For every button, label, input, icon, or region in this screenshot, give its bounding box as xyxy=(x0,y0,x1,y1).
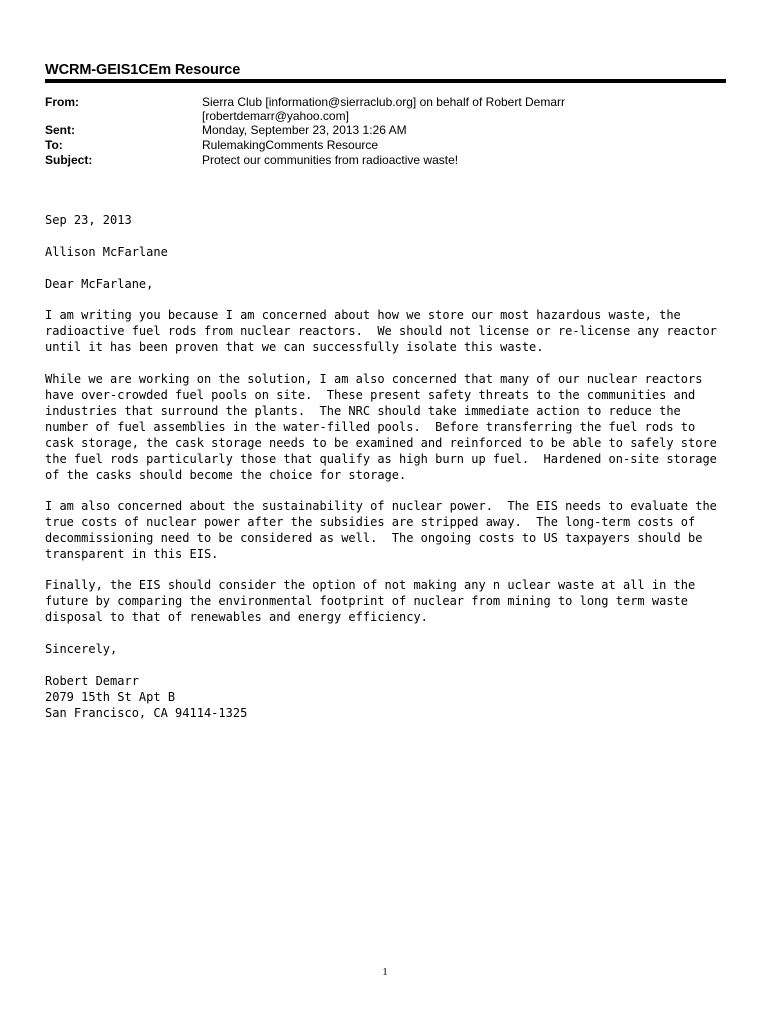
from-value: Sierra Club [information@sierraclub.org] on behalf of Robert Demarr xyxy=(202,95,566,109)
subject-label: Subject: xyxy=(45,153,93,167)
address-line-2: San Francisco, CA 94114-1325 xyxy=(45,706,248,720)
subject-value: Protect our communities from radioactive waste! xyxy=(202,153,459,167)
from-label: From: xyxy=(45,95,79,109)
title-divider xyxy=(45,79,726,83)
from-value-email: [robertdemarr@yahoo.com] xyxy=(202,109,349,123)
letter-paragraph-3: I am also concerned about the sustainability of nuclear power. The EIS needs to evaluate the true costs of nuclear power after the subsidies are stripped away. The long-term costs of decommissioning need to be considered as well. The ongoing costs to US taxpayers should be transparent in this EIS. xyxy=(45,499,717,561)
to-value: RulemakingComments Resource xyxy=(202,138,379,152)
page-number: 1 xyxy=(382,966,388,978)
letter-date: Sep 23, 2013 xyxy=(45,213,132,227)
sent-label: Sent: xyxy=(45,123,75,137)
letter-salutation: Dear McFarlane, xyxy=(45,277,154,291)
address-line-1: 2079 15th St Apt B xyxy=(45,690,176,704)
letter-paragraph-1: I am writing you because I am concerned about how we store our most hazardous waste, the radioactive fuel rods from nuclear reactors. We should not license or re-license any reactor until it has been proven that we can successfully isolate this waste. xyxy=(45,308,717,354)
letter-paragraph-4: Finally, the EIS should consider the option of not making any n uclear waste at all in the future by comparing the environmental footprint of nuclear from mining to long term waste disposal to that of renewables and energy efficiency. xyxy=(45,578,696,624)
letter-recipient: Allison McFarlane xyxy=(45,245,168,259)
document-title: WCRM-GEIS1CEm Resource xyxy=(45,62,241,78)
sent-value: Monday, September 23, 2013 1:26 AM xyxy=(202,123,407,137)
signature-name: Robert Demarr xyxy=(45,674,139,688)
letter-closing: Sincerely, xyxy=(45,642,118,656)
letter-paragraph-2: While we are working on the solution, I am also concerned that many of our nuclear reactors have over-crowded fuel pools on site. These present safety threats to the communities and industries that surround the plants. The NRC should take immediate action to reduce the number of fuel assemblies in the water-filled pools. Before transferring the fuel rods to cask storage, the cask storage needs to be examined and reinforced to be able to safely store the fuel rods particularly those that qualify as high burn up fuel. Hardened on-site storage of the casks should become the choice for storage. xyxy=(45,372,717,482)
to-label: To: xyxy=(45,138,63,152)
